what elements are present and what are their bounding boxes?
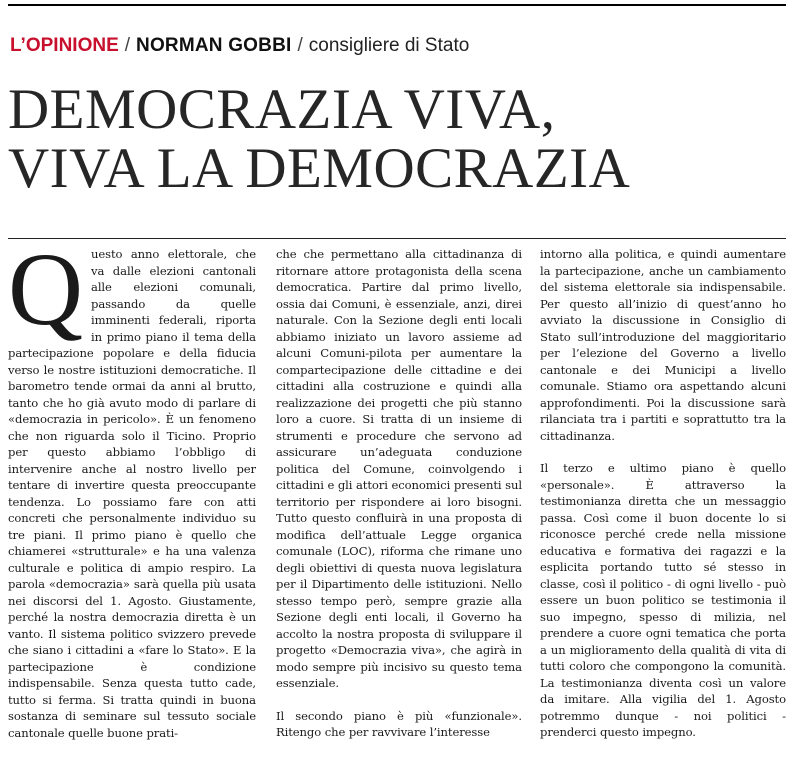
paragraph: intorno alla politica, e quindi aumentare la partecipazione, anche un cambiamento del sistema elettorale sia indispensabile. Per questo all’inizio di quest’anno ho avviato la discussione in Consiglio di Stato sull’introduzione del maggioritario per l’elezione del Governo a livello cantonale e dei Municipi a livello comunale. Stiamo ora aspettando alcuni approfondimenti. Poi la discussione sarà rilanciata tra i partiti e soprattutto tra la cittadinanza. (540, 247, 786, 443)
article-column-1 (8, 246, 256, 766)
article-column-2 (266, 246, 522, 766)
headline-rule (8, 238, 786, 239)
kicker-separator: / (297, 35, 303, 56)
kicker-line (10, 34, 469, 58)
headline (8, 80, 768, 198)
paragraph: che che permettano alla cittadinanza di ritornare attore protagonista della scena democratica. Partire dal primo livello, ossia dai Comuni, è essenziale, anzi, direi naturale. Con la Sezione degli enti locali abbiamo iniziato un lavoro assieme ad alcuni Comuni-pilota per aumentare la compartecipazione delle cittadine e dei cittadini alla costruzione e quindi alla realizzazione dei progetti che più stanno loro a cuore. Si tratta di un insieme di strumenti e procedure che servono ad assicurare un’adeguata conduzione politica del Comune, coinvolgendo i cittadini e gli attori economici presenti sul territorio per rispondere ai loro bisogni. Tutto questo confluirà in una proposta di modifica dell’attuale Legge organica comunale (LOC), riforma che rimane uno degli obiettivi di questa nuova legislatura per il Dipartimento delle istituzioni. Nello stesso tempo però, sempre grazie alla Sezione degli enti locali, il Governo ha accolto la nostra proposta di sviluppare il progetto «Democrazia viva», che agirà in modo sempre più incisivo su questo tema essenziale. (276, 247, 522, 690)
paragraph (8, 246, 256, 741)
drop-cap: Q (8, 246, 84, 347)
author-name: NORMAN GOBBI (136, 35, 292, 56)
top-rule (8, 4, 786, 6)
paragraph: Il secondo piano è più «funzionale». Ritengo che per ravvivare l’interesse (276, 708, 522, 739)
paragraph: Il terzo e ultimo piano è quello «personale». È attraverso la testimonianza diretta che un messaggio passa. Così come il buon docente lo si riconosce perché crede nella missione educativa e formativa dei ragazzi e la esplicita portando tutto sé stesso in classe, così il politico - di ogni livello - può essere un buon politico se testimonia il suo impegno, spesso di milizia, nel prendere a cuore ogni tematica che porta a un miglioramento della qualità di vita di tutti coloro che compongono la comunità. La testimonianza diventa così un valore da imitare. Alla vigilia del 1. Agosto potremmo dunque - noi politici - prenderci questo impegno. (540, 461, 786, 739)
article-body (8, 246, 786, 766)
kicker-separator: / (124, 35, 131, 56)
article-column-3 (532, 246, 786, 766)
author-role: consigliere di Stato (308, 35, 470, 56)
headline-line-2: VIVA LA DEMOCRAZIA (8, 137, 631, 200)
headline-line-1: DEMOCRAZIA VIVA, (8, 78, 556, 141)
paragraph-text: uesto anno elettorale, che va dalle elezioni cantonali alle elezioni comunali, passando da quelle imminenti federali, riporta in primo piano il tema della partecipazione popolare e della fiducia verso le nostre istituzioni democratiche. Il barometro tende ormai da anni al brutto, tanto che ho già avuto modo di parlare di «democrazia in pericolo». È un fenomeno che non riguarda solo il Ticino. Proprio per questo abbiamo l’obbligo di intervenire anche al nostro livello per tentare di invertire questa preoccupante tendenza. Lo possiamo fare con atti concreti che personalmente individuo su tre piani. Il primo piano è quello che chiamerei «strutturale» e ha una valenza culturale e politica di ampio respiro. La parola «democrazia» sarà quella più usata nei discorsi del 1. Agosto. Giustamente, perché la nostra democrazia diretta è un vanto. Il sistema politico svizzero prevede che siano i cittadini a «fare lo Stato». E la partecipazione è condizione indispensabile. Senza questa tutto cade, tutto si ferma. Si tratta quindi in buona sostanza di seminare sul tessuto sociale cantonale quelle buone prati- (8, 247, 256, 740)
section-label: L’OPINIONE (10, 35, 119, 56)
